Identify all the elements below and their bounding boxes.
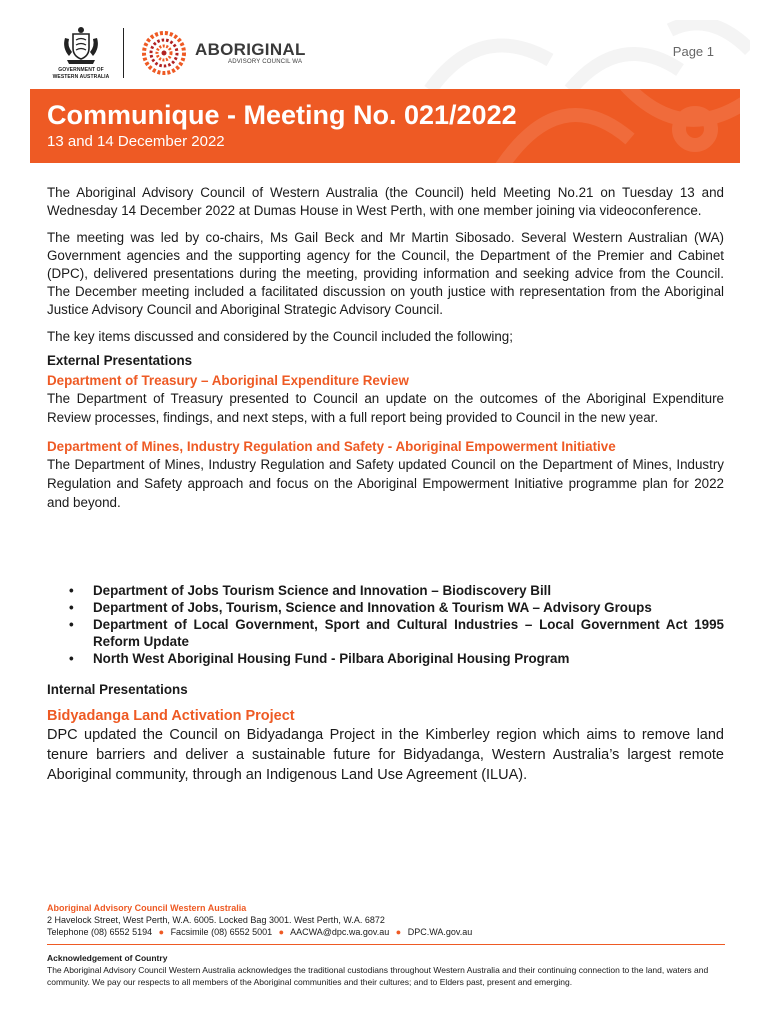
main-content: [47, 184, 724, 785]
footer-telephone: Telephone (08) 6552 5194: [47, 927, 153, 937]
footer-website-link[interactable]: DPC.WA.gov.au: [407, 927, 473, 937]
list-item: [47, 599, 724, 616]
list-item-text: Department of Local Government, Sport and Cultural Industries – Local Government Act 1995 Reform Update: [93, 617, 724, 649]
meeting-dates: 13 and 14 December 2022: [47, 133, 225, 150]
footer-facsimile: Facsimile (08) 6552 5001: [170, 927, 273, 937]
external-bullet-list: [47, 582, 724, 667]
intro-paragraph-2: The meeting was led by co-chairs, Ms Gail Beck and Mr Martin Sibosado. Several Western Australian (WA) Government agencies and the supporting agency for the Council, the Department of the Premier and Cabinet (DPC), delivered presentations during the meeting, providing information and seeking advice from the Council. The December meeting included a facilitated discussion on youth justice with representation from the Aboriginal Justice Advisory Council and Aboriginal Strategic Advisory Council.: [47, 230, 724, 317]
intro-paragraph-1: The Aboriginal Advisory Council of Western Australia (the Council) held Meeting No.21 on Tuesday 13 and Wednesday 14 December 2022 at Dumas House in West Perth, with one member joining via videoconference.: [47, 185, 724, 218]
external-presentations-heading: External Presentations: [47, 353, 193, 368]
title-banner: [30, 89, 740, 163]
ack-heading: Acknowledgement of Country: [47, 953, 168, 963]
dot-painting-icon: [140, 30, 188, 76]
footer-divider: [47, 944, 725, 945]
separator-dot-icon: ●: [158, 927, 165, 937]
acknowledgement-of-country: [47, 952, 725, 988]
bullet-icon: •: [69, 600, 74, 615]
page-header: [0, 0, 770, 88]
list-item: [47, 616, 724, 650]
footer-contact-line: [47, 926, 725, 938]
intro-paragraph-3: The key items discussed and considered by the Council included the following;: [47, 329, 513, 344]
separator-dot-icon: ●: [395, 927, 402, 937]
item-title: Department of Treasury – Aboriginal Expenditure Review: [47, 373, 409, 388]
list-item-text: Department of Jobs, Tourism, Science and Innovation & Tourism WA – Advisory Groups: [93, 600, 652, 615]
page-footer: [47, 902, 725, 938]
bullet-icon: •: [69, 651, 74, 666]
item-title: Department of Mines, Industry Regulation and Safety - Aboriginal Empowerment Initiative: [47, 439, 616, 454]
bullet-icon: •: [69, 583, 74, 598]
separator-dot-icon: ●: [278, 927, 285, 937]
internal-presentations-heading: Internal Presentations: [47, 682, 188, 697]
item-text: The Department of Treasury presented to Council an update on the outcomes of the Aboriginal Expenditure Review processes, findings, and next steps, with a full report being provided to Council in the new year.: [47, 391, 724, 425]
external-item-mines: [47, 439, 724, 512]
internal-item-bidyadanga: [47, 707, 724, 785]
item-title: Bidyadanga Land Activation Project: [47, 708, 295, 724]
list-item-text: Department of Jobs Tourism Science and Innovation – Biodiscovery Bill: [93, 583, 552, 598]
page-number: Page 1: [672, 44, 714, 59]
footer-org-name: Aboriginal Advisory Council Western Australia: [47, 903, 247, 913]
footer-address: 2 Havelock Street, West Perth, W.A. 6005. Locked Bag 3001. West Perth, W.A. 6872: [47, 915, 385, 925]
list-item: [47, 650, 724, 667]
list-item-text: North West Aboriginal Housing Fund - Pilbara Aboriginal Housing Program: [93, 651, 570, 666]
government-of-wa-logo: [48, 26, 114, 82]
page-title: Communique - Meeting No. 021/2022: [47, 100, 517, 130]
footer-email-link[interactable]: AACWA@dpc.wa.gov.au: [290, 927, 390, 937]
wa-crest-icon: [59, 26, 103, 66]
aac-logo-word2: ADVISORY COUNCIL WA: [228, 59, 303, 65]
ack-text: The Aboriginal Advisory Council Western Australia acknowledges the traditional custodians throughout Western Australia and their continuing connection to the land, waters and community. We pay our respects to all members of the Aboriginal communities and their cultures; and to Elders past, present and emerging.: [47, 965, 709, 987]
logo-divider: [123, 28, 124, 78]
aac-logo-word1: ABORIGINAL: [195, 40, 306, 59]
item-text: DPC updated the Council on Bidyadanga Project in the Kimberley region which aims to remove land tenure barriers and deliver a sustainable future for Bidyadanga, Western Australia’s largest remote Aboriginal community, through an Indigenous Land Use Agreement (ILUA).: [47, 727, 724, 783]
bullet-icon: •: [69, 617, 74, 632]
list-item: [47, 582, 724, 599]
aboriginal-advisory-council-logo: [140, 30, 330, 76]
gov-logo-text-line1: GOVERNMENT OF: [58, 67, 104, 73]
banner-decoration-icon: [480, 89, 740, 163]
gov-logo-text-line2: WESTERN AUSTRALIA: [52, 74, 110, 80]
item-text: The Department of Mines, Industry Regulation and Safety updated Council on the Department of Mines, Industry Regulation and Safety approach and focus on the Aboriginal Empowerment Initiative programme plan for 2022 and beyond.: [47, 457, 724, 510]
external-item-treasury: [47, 373, 724, 427]
